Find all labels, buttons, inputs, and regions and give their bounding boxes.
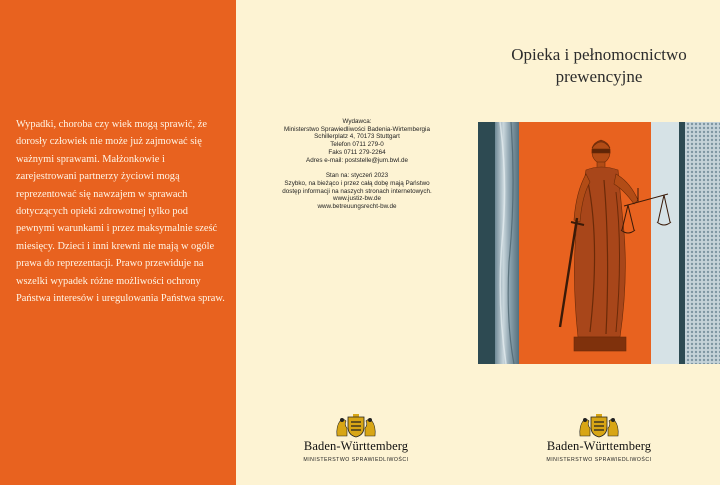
state-logo-cover [529,414,669,463]
coat-of-arms-icon [334,414,378,438]
imprint-label: Wydawca: [342,118,372,125]
imprint-url-justiz[interactable]: www.justiz-bw.de [333,195,381,203]
imprint-info-line1: Szybko, na bieżąco i przez całą dobę mają Państwo [284,179,430,187]
imprint-url-betreuungsrecht[interactable]: www.betreuungsrecht-bw.de [317,203,397,211]
logo-ministry: MINISTERSTWO SPRAWIEDLIWOŚCI [303,457,409,463]
imprint-address: Schillerplatz 4, 70173 Stuttgart [314,133,400,141]
state-logo [286,414,426,463]
imprint-publisher: Ministerstwo Sprawiedliwości Badenia-Wirtembergia [284,125,430,133]
drapery-column [495,122,519,364]
left-panel [0,0,236,485]
middle-panel [236,0,478,485]
imprint-status: Stan na: styczeń 2023 [325,172,389,180]
logo-name: Baden-Württemberg [303,439,409,453]
stripe-teal-right [679,122,685,364]
intro-text: Wypadki, choroba czy wiek mogą sprawić, że dorosły człowiek nie może już zajmować się ważnymi sprawami. Małżonkowie i zarejestrowani partnerzy życiowi mogą reprezentować się nawzajem w sprawach dotyczących opieki zdrowotnej tylko pod pewnymi warunkami i przez maksymalnie sześć miesięcy. Dzieci i inni krewni nie mają w ogóle prawa do reprezentacji. Prawo przewiduje na wszelki wypadek różne możliwości ochrony Państwa interesów i uregulowania Państwa spraw. [16,119,225,305]
coat-of-arms-icon [577,414,621,438]
cover-title [478,44,720,88]
logo-name: Baden-Württemberg [546,439,652,453]
logo-ministry: MINISTERSTWO SPRAWIEDLIWOŚCI [546,457,652,463]
dotted-panel [685,122,720,364]
stripe-teal-left [478,122,495,364]
imprint [236,118,478,211]
cover-illustration [478,122,720,364]
stripe-light-blue [651,122,679,364]
cover-title-line2: prewencyjne [555,67,643,86]
imprint-phone: Telefon 0711 279-0 [330,141,384,149]
imprint-info-line2: dostęp informacji na naszych stronach internetowych. [282,187,432,195]
imprint-fax: Faks 0711 279-2264 [328,148,386,156]
cover-panel [478,0,720,485]
imprint-email[interactable]: Adres e-mail: poststelle@jum.bwl.de [306,156,408,164]
cover-title-line1: Opieka i pełnomocnictwo [511,45,687,64]
